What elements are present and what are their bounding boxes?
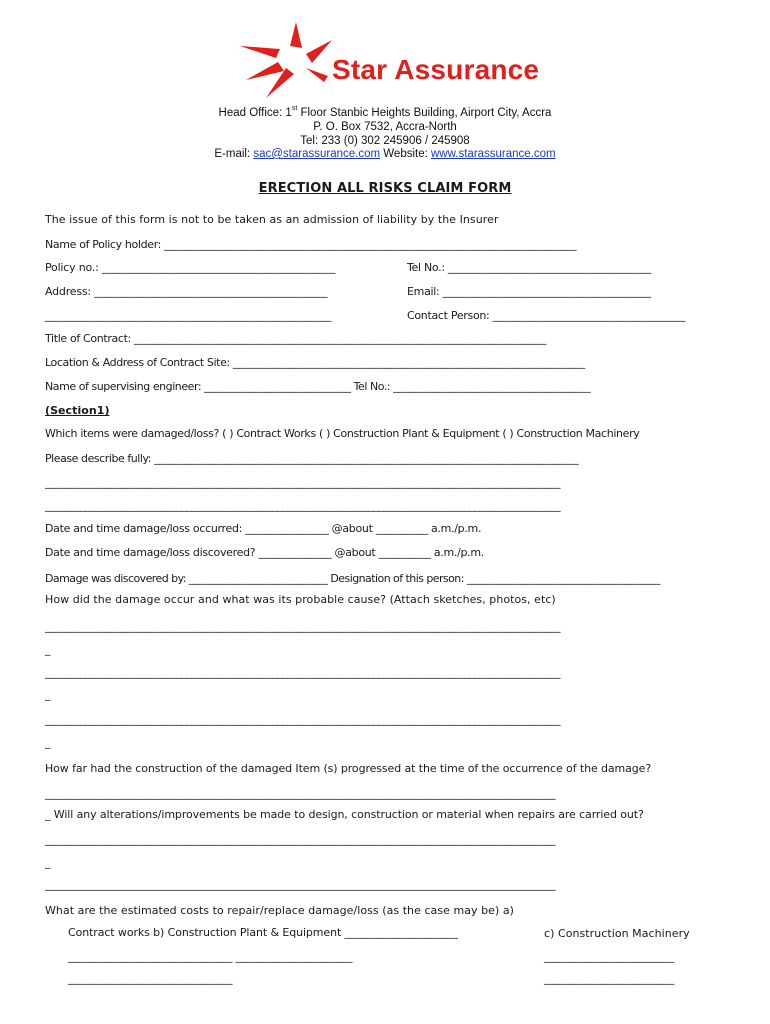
alterations-line-1[interactable]: ______________________________________________________________________________________________________ [45, 833, 555, 846]
costs-machinery-label: c) Construction Machinery [544, 927, 690, 940]
cause-line-2-tail: _ [45, 688, 51, 701]
red-star-icon [240, 22, 332, 98]
costs-question: What are the estimated costs to repair/replace damage/loss (as the case may be) a) [45, 904, 515, 917]
address-field[interactable]: Address: ____________________________________________ [45, 285, 328, 298]
tel-no-field[interactable]: Tel No.: _______________________________________ [407, 261, 651, 274]
form-title: ERECTION ALL RISKS CLAIM FORM [258, 181, 512, 196]
cause-line-3[interactable]: ______________________________________________________________________________________________________ [45, 713, 561, 726]
policy-holder-field[interactable]: Name of Policy holder: ________________________________________________________________________________ [45, 238, 577, 251]
contact-person-field[interactable]: Contact Person: _____________________________________ [407, 309, 686, 322]
supervising-engineer-field[interactable]: Name of supervising engineer: _____________________________ Tel No.: _______________________________________ [45, 380, 591, 393]
po-box: P. O. Box 7532, Accra-North [313, 121, 457, 133]
cause-line-3-tail: _ [45, 736, 51, 749]
address-line-2[interactable]: ______________________________________________________ [45, 309, 332, 322]
describe-line-2[interactable]: ______________________________________________________________________________________________________ [45, 476, 561, 489]
location-field[interactable]: Location & Address of Contract Site: _____________________________________________________________________ [45, 356, 585, 369]
cost-line-c-2[interactable]: _________________________ [544, 972, 675, 985]
describe-line-3[interactable]: ______________________________________________________________________________________________________ [45, 499, 561, 512]
cost-line-a-2[interactable]: _______________________________ [68, 972, 233, 985]
disclaimer: The issue of this form is not to be taken as an admission of liability by the Insurer [45, 213, 499, 226]
alterations-question: _ Will any alterations/improvements be made to design, construction or material when repairs are carried out? [45, 808, 644, 821]
cause-line-1-tail: _ [45, 643, 51, 656]
company-name: Star Assurance [332, 54, 540, 85]
progress-question: How far had the construction of the damaged Item (s) progressed at the time of the occurrence of the damage? [45, 762, 652, 775]
items-damaged-checkboxes[interactable]: Which items were damaged/loss? ( ) Contract Works ( ) Construction Plant & Equipment ( ) Construction Machinery [45, 427, 640, 440]
discovered-by-field[interactable]: Damage was discovered by: ____________________________ Designation of this person: _______________________________________ [45, 572, 660, 585]
describe-field[interactable]: Please describe fully: ____________________________________________________________________________________ [45, 452, 579, 465]
progress-line[interactable]: ______________________________________________________________________________________________________ [45, 787, 555, 800]
title-of-contract-field[interactable]: Title of Contract: ________________________________________________________________________________ [45, 332, 547, 345]
alterations-line-2[interactable]: ______________________________________________________________________________________________________ [45, 878, 555, 891]
costs-options[interactable]: Contract works b) Construction Plant & Equipment _____________________ [68, 926, 458, 939]
alterations-line-tail: _ [45, 856, 51, 869]
section-heading: (Section1) [45, 404, 110, 417]
cause-line-1[interactable]: ______________________________________________________________________________________________________ [45, 620, 561, 633]
cost-line-a[interactable]: _______________________________ ______________________ [68, 950, 353, 963]
how-cause-question: How did the damage occur and what was its probable cause? (Attach sketches, photos, etc) [45, 593, 556, 606]
email-field[interactable]: Email: ________________________________________ [407, 285, 651, 298]
cause-line-2[interactable]: ______________________________________________________________________________________________________ [45, 666, 561, 679]
policy-no-field[interactable]: Policy no.: ____________________________________________ [45, 261, 336, 274]
website-link[interactable]: www.starassurance.com [431, 148, 556, 160]
contact-line: E-mail: sac@starassurance.com Website: www.starassurance.com [214, 148, 556, 160]
head-office-address: Head Office: 1st Floor Stanbic Heights Building, Airport City, Accra [218, 105, 552, 119]
date-discovered-field[interactable]: Date and time damage/loss discovered? ______________ @about __________ a.m./p.m. [45, 546, 484, 559]
date-occurred-field[interactable]: Date and time damage/loss occurred: ________________ @about __________ a.m./p.m. [45, 522, 482, 535]
telephone: Tel: 233 (0) 302 245906 / 245908 [300, 135, 470, 147]
cost-line-c[interactable]: _________________________ [544, 950, 675, 963]
email-link[interactable]: sac@starassurance.com [253, 148, 381, 160]
